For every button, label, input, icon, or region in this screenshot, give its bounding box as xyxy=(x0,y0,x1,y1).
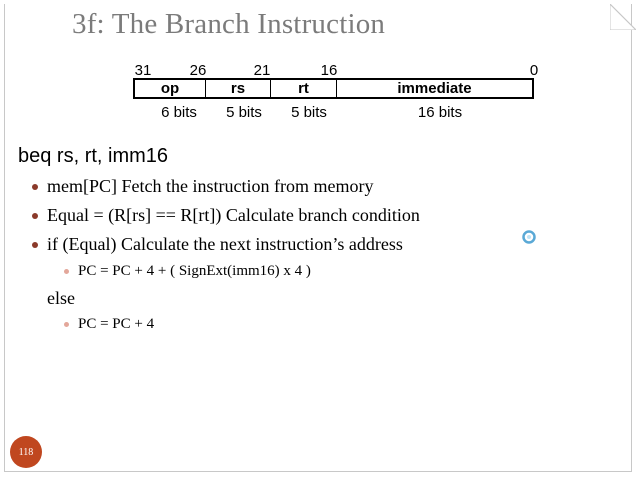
field-rs: rs xyxy=(205,80,270,97)
field-rt: rt xyxy=(270,80,336,97)
bullet-item xyxy=(32,205,420,226)
bit-position: 16 xyxy=(320,62,338,79)
instruction-format xyxy=(133,78,534,99)
bullet-dot-icon xyxy=(32,184,38,190)
sub-bullet-text: PC = PC + 4 xyxy=(78,316,155,332)
page-number-badge: 118 xyxy=(10,436,42,468)
bullet-text: Equal = (R[rs] == R[rt]) Calculate branch condition xyxy=(47,205,420,225)
bullet-item xyxy=(32,234,403,255)
sub-bullet-text: PC = PC + 4 + ( SignExt(imm16) x 4 ) xyxy=(78,263,311,279)
instruction-syntax: beq rs, rt, imm16 xyxy=(18,145,169,167)
else-label: else xyxy=(47,288,75,308)
bullet-text: mem[PC] Fetch the instruction from memory xyxy=(47,176,374,196)
bullet-dot-icon xyxy=(32,242,38,248)
corner-fold-icon xyxy=(610,4,636,30)
slide-title: 3f: The Branch Instruction xyxy=(72,8,386,40)
bit-position: 21 xyxy=(253,62,271,79)
sub-bullet-dot-icon xyxy=(64,269,69,274)
field-immediate: immediate xyxy=(336,80,532,97)
field-op: op xyxy=(160,80,180,97)
bullet-dot-icon xyxy=(32,213,38,219)
sub-bullet-item xyxy=(64,316,154,333)
bullet-item xyxy=(32,176,373,197)
field-size: 5 bits xyxy=(226,104,262,121)
field-size: 16 bits xyxy=(417,104,463,121)
sub-bullet-dot-icon xyxy=(64,322,69,327)
bit-position: 0 xyxy=(529,62,539,79)
sub-bullet-item xyxy=(64,263,311,280)
bullet-text: if (Equal) Calculate the next instruction’s address xyxy=(47,234,403,254)
field-size: 6 bits xyxy=(161,104,197,121)
bit-position: 31 xyxy=(134,62,152,79)
busy-cursor-icon xyxy=(522,230,536,244)
field-size: 5 bits xyxy=(291,104,327,121)
bit-position: 26 xyxy=(189,62,207,79)
